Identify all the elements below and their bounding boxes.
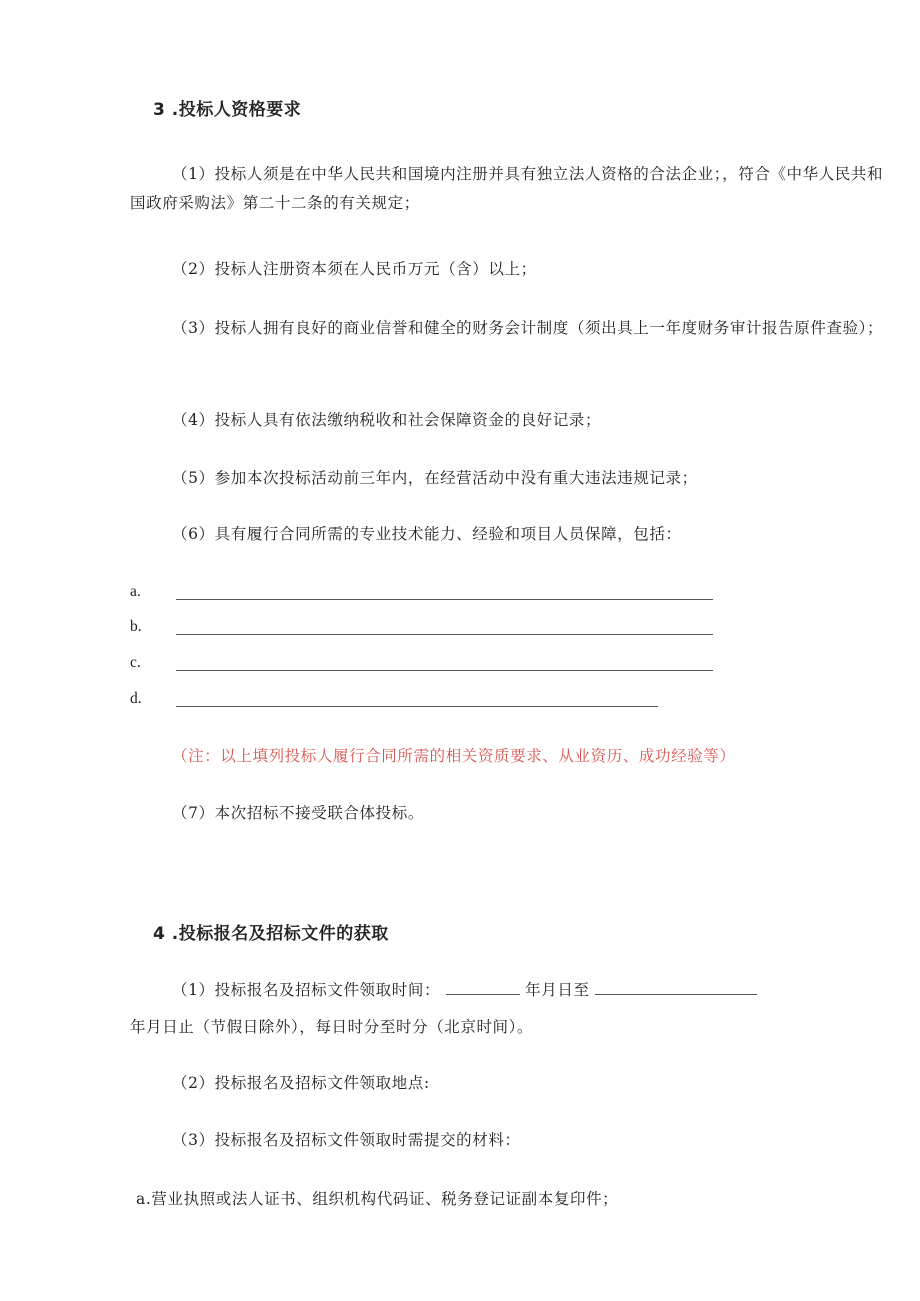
section-3-item-7: （7）本次招标不接受联合体投标。	[172, 804, 424, 822]
fill-in-line[interactable]	[176, 599, 713, 600]
start-date-blank[interactable]	[446, 980, 520, 995]
blank-label: d.	[130, 690, 142, 707]
section-4-item-1	[172, 978, 757, 1000]
fill-in-line[interactable]	[176, 634, 713, 635]
section-4-item-2: （2）投标报名及招标文件领取地点:	[172, 1074, 430, 1092]
section-4-heading: 4 .投标报名及招标文件的获取	[153, 924, 389, 944]
blank-label: a.	[130, 583, 141, 600]
section-3-item-2: （2）投标人注册资本须在人民币万元（含）以上；	[172, 260, 537, 278]
section-3-item-3: （3）投标人拥有良好的商业信誉和健全的财务会计制度（须出具上一年度财务审计报告原件查验）；	[172, 319, 884, 337]
section-3-item-1: （1）投标人须是在中华人民共和国境内注册并具有独立法人资格的合法企业；，符合《中华人民共和国政府采购法》第二十二条的有关规定；	[130, 165, 884, 212]
section-4-item-3a: a.营业执照或法人证书、组织机构代码证、税务登记证副本复印件；	[136, 1190, 619, 1208]
section-3-heading: 3 .投标人资格要求	[153, 100, 302, 120]
fill-in-line[interactable]	[176, 670, 713, 671]
section-4-item-1-continued: 年月日止（节假日除外），每日时分至时分（北京时间）。	[130, 1018, 534, 1036]
section-3-item-5: （5）参加本次投标活动前三年内，在经营活动中没有重大违法违规记录；	[172, 469, 698, 487]
section-4-item-3: （3）投标报名及招标文件领取时需提交的材料：	[172, 1131, 521, 1149]
blank-label: b.	[130, 618, 142, 635]
section-3-item-6: （6）具有履行合同所需的专业技术能力、经验和项目人员保障，包括：	[172, 525, 682, 543]
qualification-note: （注：以上填列投标人履行合同所需的相关资质要求、从业资历、成功经验等）	[172, 747, 736, 765]
item-1-prefix: （1）投标报名及招标文件领取时间：	[172, 981, 441, 999]
section-3-item-4: （4）投标人具有依法缴纳税收和社会保障资金的良好记录；	[172, 411, 602, 429]
item-1-mid: 年月日至	[525, 981, 590, 999]
end-date-blank[interactable]	[595, 980, 757, 995]
fill-in-line[interactable]	[176, 706, 658, 707]
blank-label: c.	[130, 654, 141, 671]
